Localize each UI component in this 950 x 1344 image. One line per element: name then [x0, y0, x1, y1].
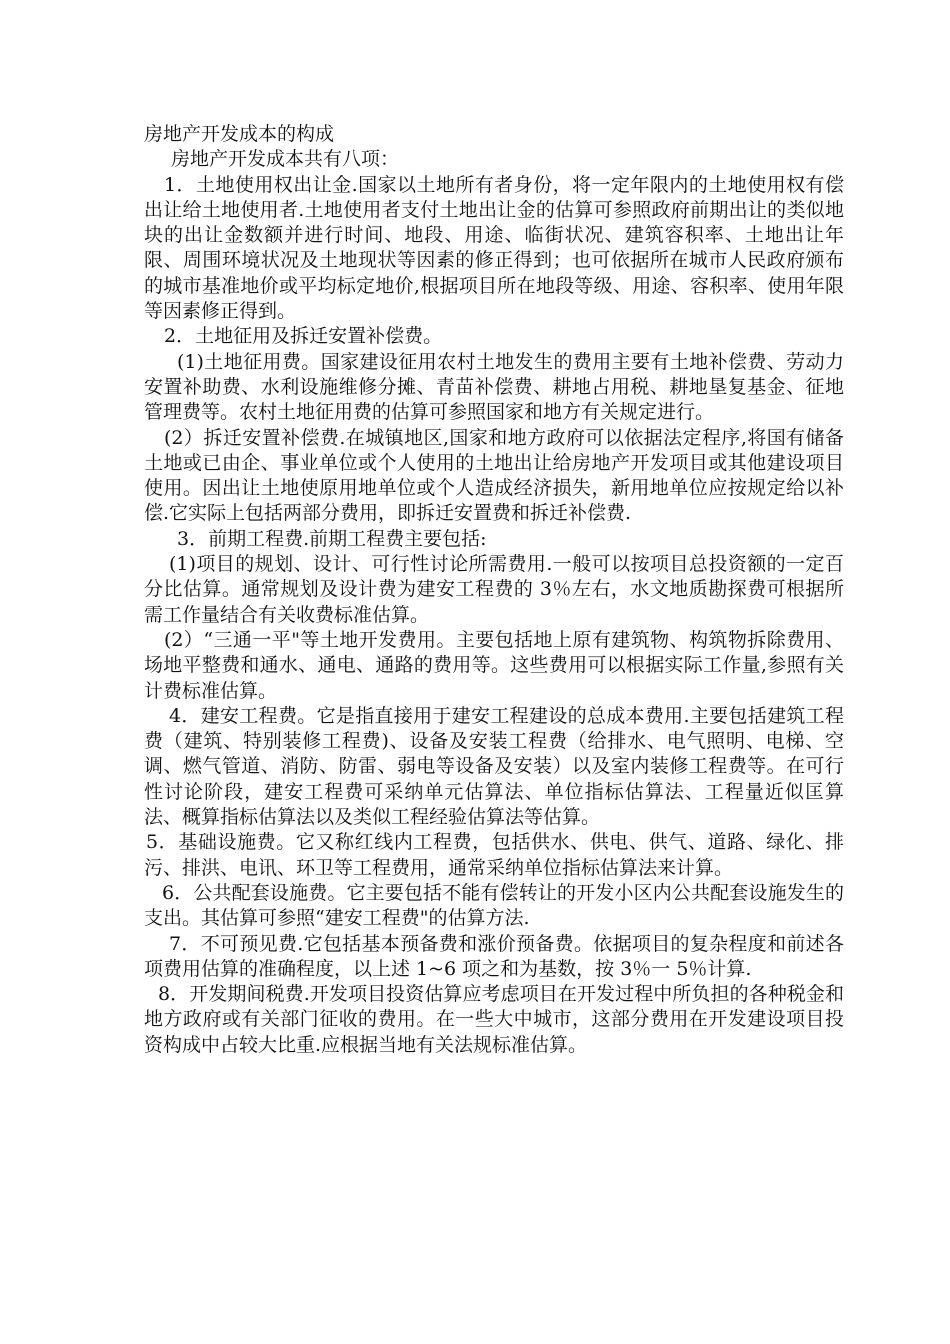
- paragraph-construction-cost: 4．建安工程费。它是指直接用于建安工程建设的总成本费用.主要包括建筑工程费（建筑、特别装修工程费)、设备及安装工程费（给排水、电气照明、电梯、空调、燃气管道、消防、防雷、弱电等设备及安装）以及室内装修工程费等。在可行性讨论阶段，建安工程费可采纳单元估算法、单位指标估算法、工程量近似匡算法、概算指标估算法以及类似工程经验估算法等估算。: [144, 704, 844, 829]
- paragraph-land-acquisition-fee: (1)土地征用费。国家建设征用农村土地发生的费用主要有土地补偿费、劳动力安置补助费、水利设施维修分摊、青苗补偿费、耕地占用税、耕地垦复基金、征地管理费等。农村土地征用费的估算可参照国家和地方有关规定进行。: [144, 350, 844, 424]
- paragraph-public-facilities: 6．公共配套设施费。它主要包括不能有偿转让的开发小区内公共配套设施发生的支出。其估算可参照“建安工程费"的估算方法.: [144, 881, 844, 930]
- paragraph-contingency: 7．不可预见费.它包括基本预备费和涨价预备费。依据项目的复杂程度和前述各项费用估算的准确程度，以上述 1~6 项之和为基数，按 3％一 5％计算.: [144, 932, 844, 980]
- paragraph-taxes: 8．开发期间税费.开发项目投资估算应考虑项目在开发过程中所负担的各种税金和地方政府或有关部门征收的费用。在一些大中城市，这部分费用在开发建设项目投资构成中占较大比重.应根据当地有关法规标准估算。: [144, 983, 844, 1056]
- document-body: [144, 122, 844, 1058]
- document-title: 房地产开发成本的构成: [144, 123, 335, 145]
- paragraph-land-use-fee: 1．土地使用权出让金.国家以土地所有者身份，将一定年限内的土地使用权有偿出让给土地使用者.土地使用者支付土地出让金的估算可参照政府前期出让的类似地块的出让金数额并进行时间、地段、用途、临街状况、建筑容积率、土地出让年限、周围环境状况及土地现状等因素的修正得到；也可依据所在城市人民政府颁布的城市基准地价或平均标定地价,根据项目所在地段等级、用途、容积率、使用年限等因素修正得到。: [144, 173, 844, 323]
- paragraph-infrastructure: 5．基础设施费。它又称红线内工程费，包括供水、供电、供气、道路、绿化、排污、排洪、电讯、环卫等工程费用，通常采纳单位指标估算法来计算。: [144, 831, 844, 879]
- paragraph-planning-design: (1)项目的规划、设计、可行性讨论所需费用.一般可以按项目总投资额的一定百分比估算。通常规划及设计费为建安工程费的 3％左右，水文地质勘探费可根据所需工作量结合有关收费标准估算。: [144, 553, 844, 626]
- paragraph-site-development: (2）“三通一平"等土地开发费用。主要包括地上原有建筑物、构筑物拆除费用、场地平整费和通水、通电、通路的费用等。这些费用可以根据实际工作量,参照有关计费标准估算。: [144, 628, 844, 702]
- intro-paragraph: 房地产开发成本共有八项：: [171, 148, 400, 171]
- paragraph-relocation-compensation: (2）拆迁安置补偿费.在城镇地区,国家和地方政府可以依据法定程序,将国有储备土地或已由企、事业单位或个人使用的土地出让给房地产开发项目或其他建设项目使用。因出让土地使原用地单位或个人造成经济损失，新用地单位应按规定给以补偿.它实际上包括两部分费用，即拆迁安置费和拆迁补偿费.: [144, 426, 844, 525]
- paragraph-land-acquisition: 2．土地征用及拆迁安置补偿费。: [164, 325, 443, 348]
- paragraph-preliminary-works: 3．前期工程费.前期工程费主要包括:: [177, 527, 487, 550]
